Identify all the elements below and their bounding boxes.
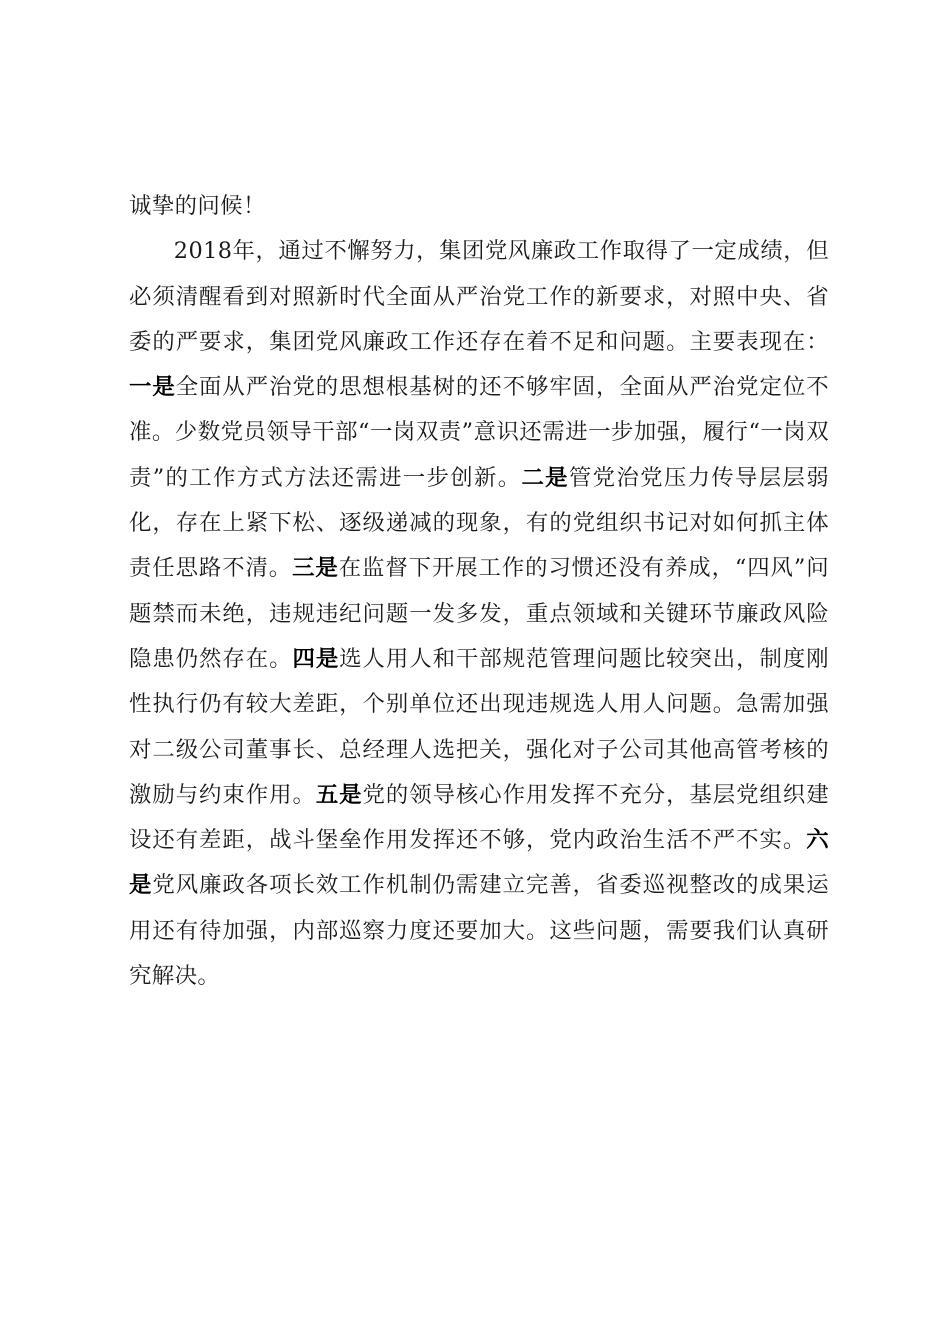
point-5-label: 五是 <box>315 781 363 808</box>
point-2-text: 管党治党压力传导层层弱化，存在上紧下松、逐级递减的现象，有的党组织书记对如何抓主体责任思路不清。 <box>129 464 829 582</box>
document-body <box>129 184 829 999</box>
point-3-text: 在监督下开展工作的习惯还没有养成，“四风”问题禁而未绝，违规违纪问题一发多发，重点领域和关键环节廉政风险隐患仍然存在。 <box>129 555 829 672</box>
point-1-label: 一是 <box>129 374 176 401</box>
body-paragraph <box>129 229 829 999</box>
point-4-label: 四是 <box>292 645 340 672</box>
point-6-text: 党风廉政各项长效工作机制仍需建立完善，省委巡视整改的成果运用还有待加强，内部巡察力度还要加大。这些问题，需要我们认真研究解决。 <box>129 872 829 990</box>
paragraph-intro: 2018年，通过不懈努力，集团党风廉政工作取得了一定成绩，但必须清醒看到对照新时代全面从严治党工作的新要求，对照中央、省委的严要求，集团党风廉政工作还存在着不足和问题。主要表现在： <box>129 238 829 355</box>
point-4-text: 选人用人和干部规范管理问题比较突出，制度刚性执行仍有较大差距，个别单位还出现违规选人用人问题。急需加强对二级公司董事长、总经理人选把关，强化对子公司其他高管考核的激励与约束作用。 <box>129 645 829 808</box>
point-6-label: 六是 <box>129 827 829 899</box>
point-5-text: 党的领导核心作用发挥不充分，基层党组织建设还有差距，战斗堡垒作用发挥还不够，党内政治生活不严不实。 <box>129 781 829 854</box>
point-2-label: 二是 <box>521 464 569 491</box>
point-3-label: 三是 <box>292 555 339 582</box>
closing-line: 诚挚的问候！ <box>129 193 266 219</box>
point-1-text: 全面从严治党的思想根基树的还不够牢固，全面从严治党定位不准。少数党员领导干部“一岗双责”意识还需进一步加强，履行“一岗双责”的工作方式方法还需进一步创新。 <box>129 374 829 491</box>
